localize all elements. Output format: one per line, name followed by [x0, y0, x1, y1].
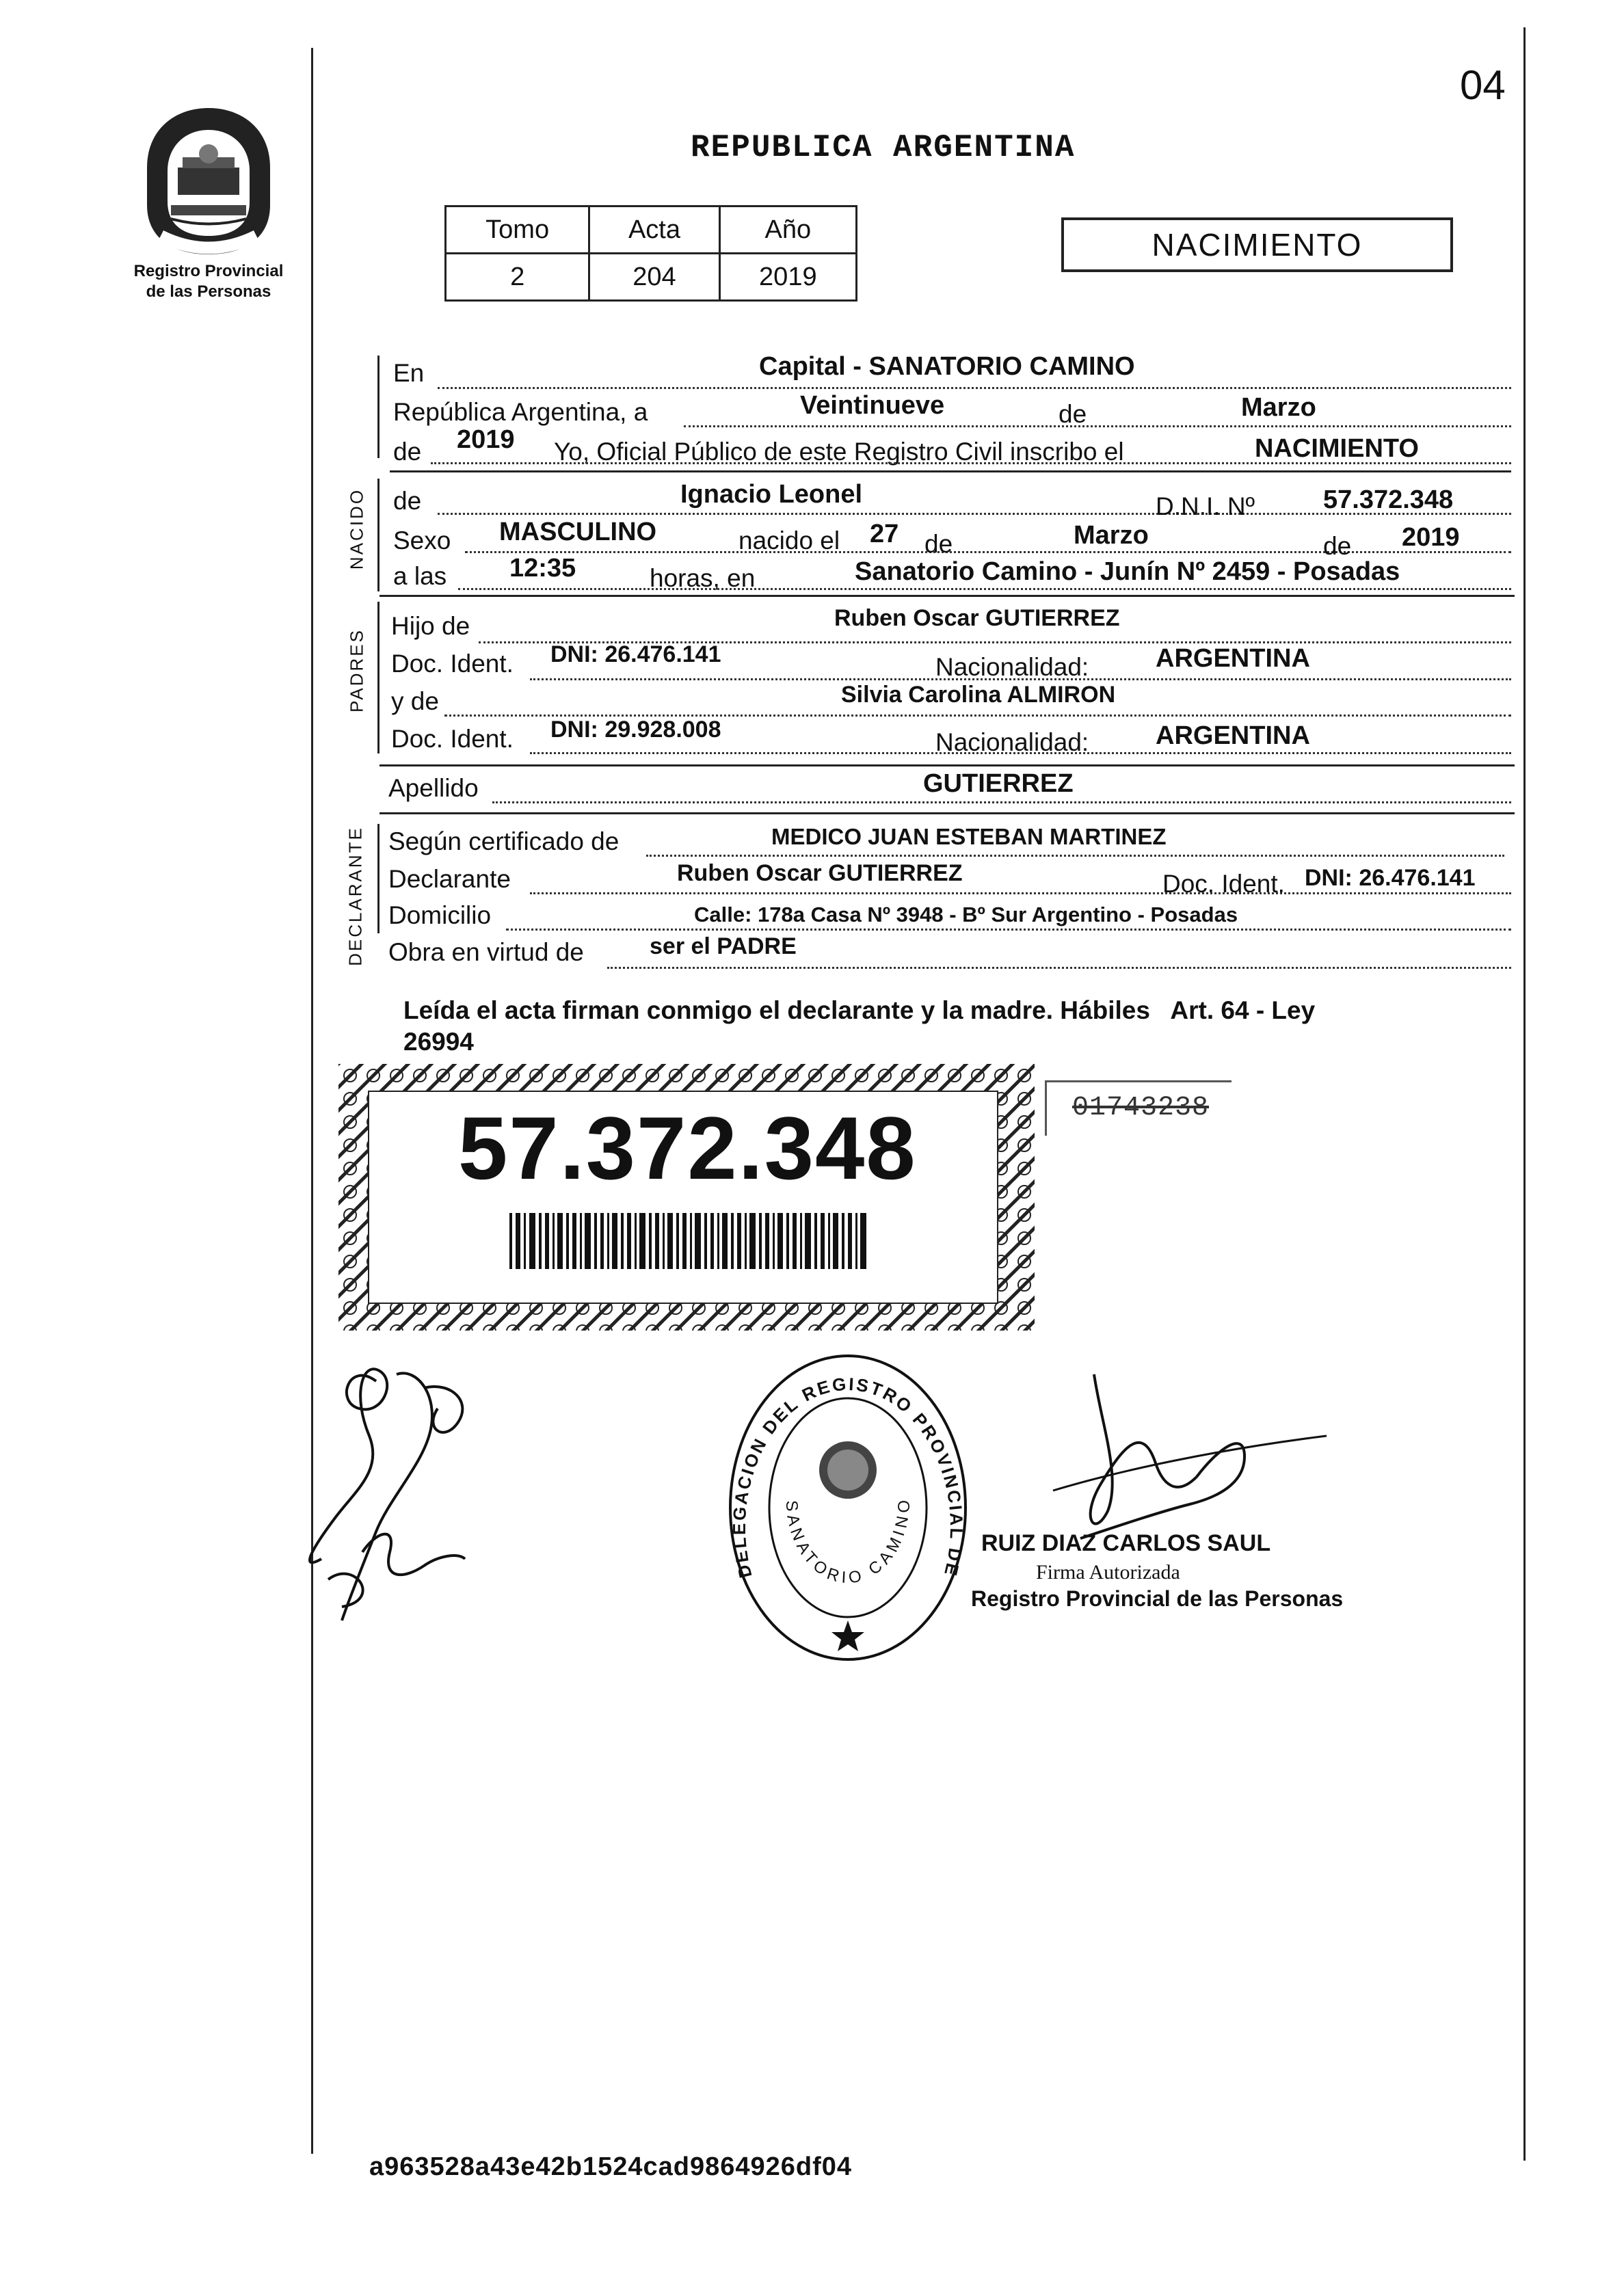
handwritten-signature-icon: [294, 1354, 520, 1641]
dots-sexo: [465, 551, 1511, 553]
value-anio-inscripcion: 2019: [457, 425, 515, 454]
record-header-acta: Acta: [589, 206, 719, 254]
label-nacionalidad-1: Nacionalidad:: [935, 653, 1089, 681]
value-nombre: Ignacio Leonel: [680, 480, 863, 509]
label-apellido: Apellido: [388, 774, 479, 802]
dni-big-number: 57.372.348: [458, 1098, 917, 1198]
divider-3: [380, 764, 1515, 766]
dots-certificado: [646, 855, 1504, 857]
label-sexo: Sexo: [393, 526, 451, 555]
signer-office: Registro Provincial de las Personas: [971, 1586, 1344, 1611]
bracket-nacido: [377, 479, 380, 591]
value-domicilio: Calle: 178a Casa Nº 3948 - Bº Sur Argentino - Posadas: [694, 903, 1238, 926]
record-value-tomo: 2: [446, 254, 589, 301]
label-obra-en-virtud: Obra en virtud de: [388, 938, 584, 966]
record-header-anio: Año: [719, 206, 856, 254]
label-nacido-el: nacido el: [738, 526, 840, 555]
emblem-caption-line2: de las Personas: [146, 282, 271, 301]
dots-obra: [607, 967, 1511, 969]
value-mes-inscripcion: Marzo: [1241, 393, 1316, 422]
seal-inner-text: SANATORIO CAMINO: [782, 1495, 914, 1588]
label-declarante: Declarante: [388, 865, 511, 893]
side-label-nacido: NACIDO: [346, 488, 367, 570]
closing-note-line2: 26994: [403, 1028, 474, 1056]
dots-hora: [458, 588, 1511, 590]
value-dni: 57.372.348: [1323, 485, 1454, 514]
value-madre-doc: DNI: 29.928.008: [550, 717, 721, 743]
label-doc-ident-2: Doc. Ident.: [391, 725, 514, 753]
label-domicilio: Domicilio: [388, 901, 492, 929]
right-margin-rule: [1523, 27, 1526, 2161]
svg-text:SANATORIO CAMINO: [782, 1496, 914, 1588]
seal-icon: [725, 1350, 971, 1665]
page-title: REPUBLICA ARGENTINA: [691, 130, 1076, 165]
label-de-anio: de: [393, 438, 422, 466]
value-declarante: Ruben Oscar GUTIERREZ: [677, 860, 963, 886]
label-dni-no: D.N.I. Nº: [1156, 492, 1255, 520]
signature-left: [294, 1354, 520, 1641]
emblem-caption: [120, 261, 297, 302]
label-de-3: de: [1323, 532, 1352, 560]
emblem-icon: [140, 103, 277, 260]
left-margin-rule: [311, 48, 313, 2154]
official-seal: [725, 1350, 971, 1665]
record-value-acta: 204: [589, 254, 719, 301]
value-lugar: Capital - SANATORIO CAMINO: [759, 352, 1135, 381]
divider-2: [380, 595, 1515, 597]
label-nacionalidad-2: Nacionalidad:: [935, 728, 1089, 756]
value-sexo: MASCULINO: [499, 518, 657, 546]
value-anio-nacimiento: 2019: [1402, 523, 1460, 552]
label-yo-oficial: Yo, Oficial Público de este Registro Civil inscribo el: [554, 438, 1124, 466]
value-dia-nacimiento: 27: [870, 520, 899, 548]
emblem-caption-line1: Registro Provincial: [133, 262, 284, 280]
label-a-las: a las: [393, 562, 447, 590]
dots-apellido: [492, 801, 1511, 803]
label-republica: República Argentina, a: [393, 398, 648, 426]
signer-role: Firma Autorizada: [1036, 1561, 1180, 1584]
misiones-emblem: [140, 103, 277, 260]
certificate-type-box: NACIMIENTO: [1061, 217, 1453, 272]
label-doc-ident-1: Doc. Ident.: [391, 650, 514, 678]
dots-republica: [684, 425, 1511, 427]
value-padre-doc: DNI: 26.476.141: [550, 641, 721, 667]
seal-outer-text: DELEGACION DEL REGISTRO PROVINCIAL DE: [728, 1373, 968, 1580]
dots-declarante: [530, 892, 1511, 894]
bracket-padres: [377, 602, 380, 753]
label-segun-certificado: Según certificado de: [388, 827, 620, 855]
record-value-anio: 2019: [719, 254, 856, 301]
record-table: [444, 205, 857, 302]
bracket-declarante: [377, 824, 380, 933]
closing-note: [403, 995, 1497, 1058]
label-hijo-de: Hijo de: [391, 612, 470, 640]
record-table-header-row: [446, 206, 857, 254]
dots-domicilio: [506, 929, 1511, 931]
value-mes-nacimiento: Marzo: [1074, 521, 1149, 550]
side-label-declarante: DECLARANTE: [345, 826, 366, 966]
value-acto: NACIMIENTO: [1255, 434, 1419, 463]
value-lugar-nacimiento: Sanatorio Camino - Junín Nº 2459 - Posadas: [855, 557, 1400, 586]
signer-name: RUIZ DIAZ CARLOS SAUL: [981, 1530, 1271, 1556]
divider-4: [380, 812, 1515, 814]
value-certificado: MEDICO JUAN ESTEBAN MARTINEZ: [771, 824, 1167, 849]
document-hash: a963528a43e42b1524cad9864926df04: [369, 2152, 853, 2181]
label-en: En: [393, 359, 425, 387]
value-apellido: GUTIERREZ: [923, 769, 1074, 798]
control-number: 01743238: [1072, 1093, 1210, 1123]
label-doc-ident-3: Doc. Ident.: [1162, 870, 1285, 898]
page-number: 04: [1460, 62, 1506, 108]
value-madre-nacionalidad: ARGENTINA: [1156, 721, 1310, 750]
bracket-top: [377, 356, 380, 458]
value-dia-letras: Veintinueve: [800, 391, 945, 420]
divider-1: [390, 470, 1511, 472]
record-table-value-row: [446, 254, 857, 301]
value-declarante-doc: DNI: 26.476.141: [1305, 865, 1476, 891]
dots-en: [438, 387, 1511, 389]
closing-note-line1: Leída el acta firman conmigo el declarante y la madre. Hábiles Art. 64 - Ley: [403, 996, 1316, 1024]
value-padre: Ruben Oscar GUTIERREZ: [834, 605, 1120, 631]
label-de-nombre: de: [393, 487, 422, 515]
label-horas-en: horas, en: [650, 564, 756, 592]
dni-security-label: [338, 1064, 1035, 1331]
label-de-2: de: [924, 530, 953, 558]
value-padre-nacionalidad: ARGENTINA: [1156, 644, 1310, 673]
label-y-de: y de: [391, 687, 439, 715]
value-madre: Silvia Carolina ALMIRON: [841, 682, 1116, 708]
value-hora: 12:35: [509, 554, 576, 583]
record-header-tomo: Tomo: [446, 206, 589, 254]
value-obra-en-virtud: ser el PADRE: [650, 933, 797, 959]
side-label-padres: PADRES: [346, 628, 367, 712]
label-de-mes: de: [1059, 400, 1087, 428]
